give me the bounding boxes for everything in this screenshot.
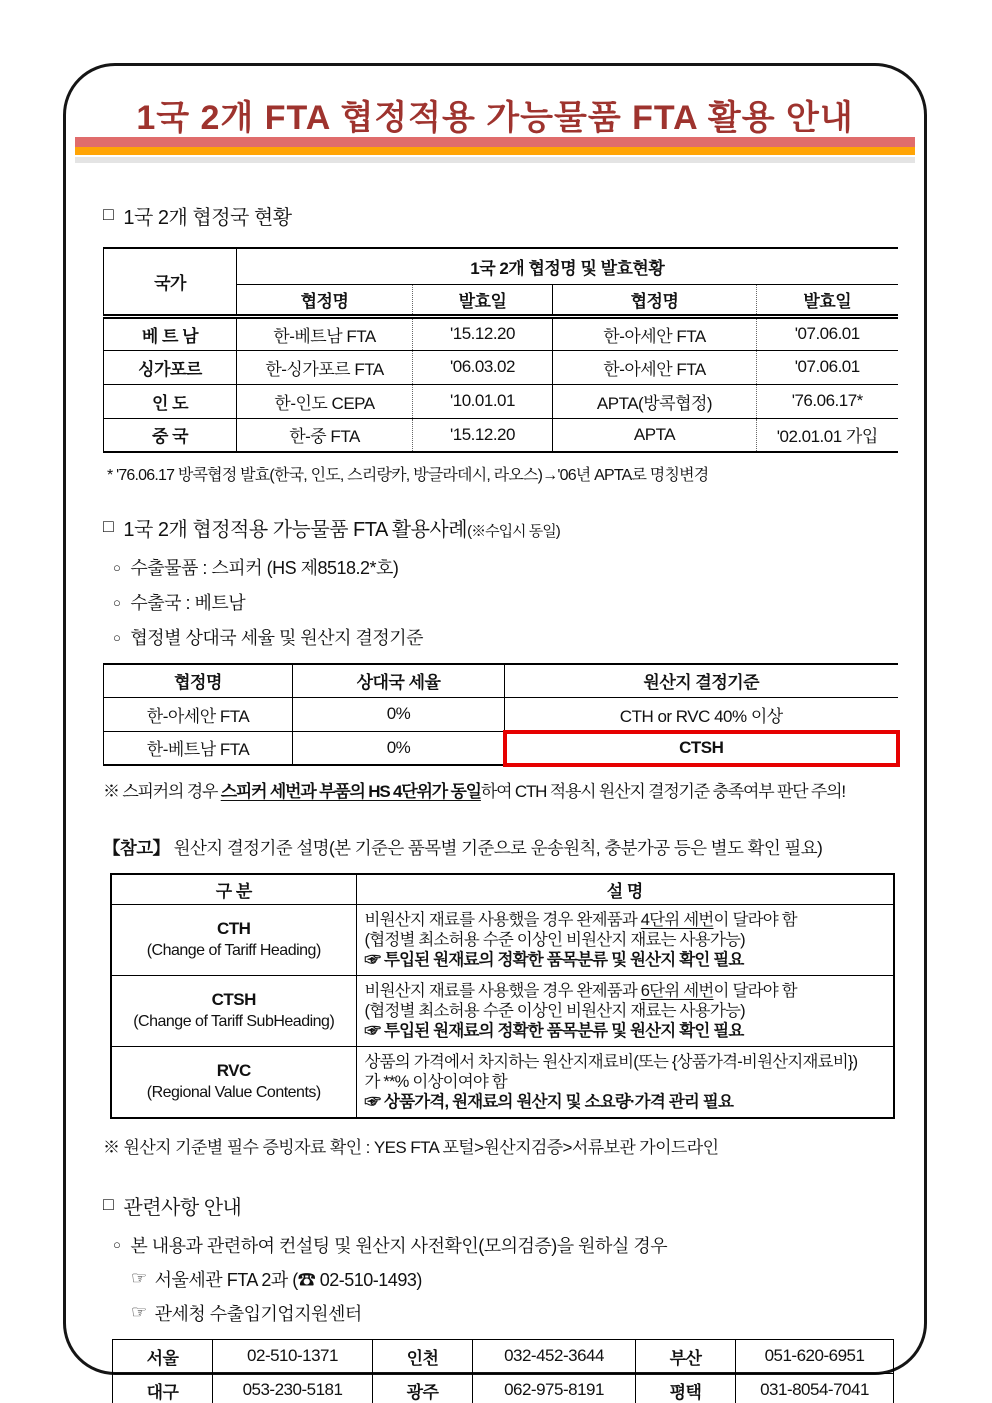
- cell-date-1: '10.01.01: [413, 384, 553, 418]
- cell-country: 싱가포르: [104, 350, 237, 384]
- line1-suffix: 이 달라야 함: [713, 981, 797, 1000]
- line1-underlined: 4단위 세번: [640, 910, 714, 929]
- cell-city: 부산: [636, 1339, 736, 1373]
- cell-city: 대구: [113, 1373, 213, 1403]
- cell-date-2: '07.06.01: [757, 350, 898, 384]
- code-name: CTSH: [211, 990, 256, 1009]
- table-row: [113, 1373, 894, 1403]
- cell-description: [356, 904, 894, 975]
- table-row: [111, 975, 894, 1046]
- table-row: [104, 418, 898, 452]
- list-item: [113, 589, 900, 615]
- circle-bullet-icon: ○: [113, 629, 121, 645]
- case-bullet-list: [103, 554, 900, 650]
- square-bullet-icon: □: [103, 204, 114, 224]
- description-line-1: [365, 981, 886, 1001]
- note-suffix: 하여 CTH 적용시 원산지 결정기준 충족여부 판단 주의!: [480, 782, 845, 801]
- cell-country: 인 도: [104, 384, 237, 418]
- header-span: 1국 2개 협정명 및 발효현황: [237, 248, 898, 284]
- page-title: 1국 2개 FTA 협정적용 가능물품 FTA 활용 안내: [136, 99, 854, 137]
- reference-heading: [103, 835, 900, 860]
- description-line-3: ☞ 상품가격, 원재료의 원산지 및 소요량·가격 관리 필요: [364, 1092, 734, 1111]
- subheader-date-1: 발효일: [413, 284, 553, 316]
- finger-icon: ☞: [131, 1302, 147, 1322]
- description-line-1: [365, 1052, 886, 1072]
- line1-prefix: 비원산지 재료를 사용했을 경우 완제품과: [364, 910, 641, 929]
- cell-origin-rule-highlighted: [505, 731, 898, 765]
- cell-date-2: '07.06.01: [757, 316, 898, 350]
- table-row: [104, 316, 898, 350]
- section2-heading: [103, 513, 900, 542]
- header-rate: 상대국 세율: [293, 664, 505, 697]
- line1-prefix: 상품의 가격에서 차지하는 원산지재료비(또는 {상품가격-비원산지재료비}): [364, 1052, 858, 1071]
- orange-bar: [75, 147, 915, 155]
- section2-heading-label: [123, 513, 559, 542]
- table-row: [104, 697, 898, 731]
- cell-agreement: 한-베트남 FTA: [104, 731, 293, 765]
- cell-city: 광주: [373, 1373, 473, 1403]
- red-bar: [75, 137, 915, 147]
- cell-code: [111, 1046, 356, 1118]
- cell-city: 인천: [373, 1339, 473, 1373]
- line1-underlined: 6단위 세번: [640, 981, 714, 1000]
- table-header-row: [104, 664, 898, 697]
- header-country: 국가: [104, 248, 237, 316]
- contact-text: 관세청 수출입기업지원센터: [154, 1303, 362, 1324]
- agreement-status-table: [103, 247, 898, 453]
- cell-agreement: 한-아세안 FTA: [104, 697, 293, 731]
- tariff-rule-table: [103, 663, 898, 766]
- reference-heading-text: 원산지 결정기준 설명(본 기준은 품목별 기준으로 운송원칙, 충분가공 등은 별도 확인 필요): [169, 838, 823, 858]
- cell-date-2: '76.06.17*: [757, 384, 898, 418]
- cell-rate: 0%: [293, 697, 505, 731]
- cell-date-1: '06.03.02: [413, 350, 553, 384]
- code-full-name: (Change of Tariff SubHeading): [133, 1013, 335, 1030]
- related-info-list: [103, 1232, 900, 1326]
- cell-date-1: '15.12.20: [413, 316, 553, 350]
- list-item: [113, 624, 900, 650]
- table-header-row: [111, 874, 894, 904]
- code-name: RVC: [216, 1061, 251, 1080]
- cell-country: 중 국: [104, 418, 237, 452]
- section3-heading-label: 관련사항 안내: [123, 1196, 242, 1219]
- table-row: [104, 384, 898, 418]
- description-line-2: (협정별 최소허용 수준 이상인 비원산지 재료는 사용가능): [364, 1001, 745, 1020]
- code-full-name: (Change of Tariff Heading): [146, 942, 321, 959]
- cell-agreement-2: 한-아세안 FTA: [553, 316, 757, 350]
- section3-heading: [103, 1191, 900, 1220]
- note-prefix: ※ 스피커의 경우: [103, 782, 221, 801]
- section1-heading-label: 1국 2개 협정국 현황: [123, 207, 292, 229]
- section1-heading: [103, 201, 900, 230]
- cell-agreement-2: APTA: [553, 418, 757, 452]
- contact-line: [131, 1266, 900, 1292]
- cell-city: 평택: [636, 1373, 736, 1403]
- cell-country: 베 트 남: [141, 326, 199, 346]
- circle-bullet-icon: ○: [113, 594, 121, 610]
- code-full-name: (Regional Value Contents): [146, 1084, 321, 1101]
- section2-heading-note: (※수입시 동일): [467, 523, 560, 540]
- subheader-date-2: 발효일: [757, 284, 898, 316]
- header-origin-rule: 원산지 결정기준: [505, 664, 898, 697]
- cell-phone: 02-510-1371: [213, 1339, 373, 1373]
- cell-phone: 031-8054-7041: [736, 1373, 894, 1403]
- finger-icon: ☞: [131, 1268, 147, 1288]
- description-line-2: (협정별 최소허용 수준 이상인 비원산지 재료는 사용가능): [364, 930, 745, 949]
- cell-phone: 051-620-6951: [736, 1339, 894, 1373]
- phone-directory-table: [112, 1339, 894, 1403]
- origin-criteria-table: [110, 873, 895, 1119]
- evidence-guideline-note: ※ 원산지 기준별 필수 증빙자료 확인 : YES FTA 포털>원산지검증>서류보관 가이드라인: [103, 1137, 719, 1157]
- cell-code: [111, 975, 356, 1046]
- bullet-text: 본 내용과 관련하여 컨설팅 및 원산지 사전확인(모의검증)을 원하실 경우: [130, 1235, 668, 1256]
- cell-origin-rule: CTH or RVC 40% 이상: [505, 697, 898, 731]
- document-border-frame: [63, 63, 927, 1402]
- contact-text: 서울세관 FTA 2과 (☎ 02-510-1493): [154, 1269, 422, 1290]
- cell-agreement-1: 한-싱가포르 FTA: [237, 350, 413, 384]
- circle-bullet-icon: ○: [113, 559, 121, 575]
- contact-line: [131, 1300, 900, 1326]
- header-description: 설 명: [356, 874, 894, 904]
- cell-date-1: '15.12.20: [413, 418, 553, 452]
- cell-agreement-1: 한-베트남 FTA: [237, 316, 413, 350]
- bullet-text: 수출국 : 베트남: [130, 593, 246, 613]
- table-row: [113, 1339, 894, 1373]
- speaker-warning-note: [103, 777, 900, 802]
- contact-lines: [113, 1266, 900, 1326]
- table-footnote: * '76.06.17 방콕협정 발효(한국, 인도, 스리랑카, 방글라데시, 라오스)→'06년 APTA로 명칭변경: [107, 467, 709, 484]
- cell-phone: 062-975-8191: [473, 1373, 636, 1403]
- cell-agreement-1: 한-중 FTA: [237, 418, 413, 452]
- highlighted-rule-text: CTSH: [679, 737, 724, 757]
- header-agreement: 협정명: [174, 673, 222, 693]
- cell-rate: 0%: [293, 731, 505, 765]
- description-line-3: ☞ 투입된 원재료의 정확한 품목분류 및 원산지 확인 필요: [364, 1021, 744, 1040]
- description-line-1: [365, 910, 886, 930]
- table-row: [111, 904, 894, 975]
- section2-heading-text: 1국 2개 협정적용 가능물품 FTA 활용사례: [123, 519, 468, 541]
- circle-bullet-icon: ○: [113, 1237, 121, 1252]
- cell-agreement-2: 한-아세안 FTA: [553, 350, 757, 384]
- table-header-row: [104, 248, 898, 284]
- cell-description: [356, 1046, 894, 1118]
- reference-label: 【참고】: [103, 838, 170, 858]
- cell-date-2: '02.01.01 가입: [757, 418, 898, 452]
- line1-suffix: 이 달라야 함: [713, 910, 797, 929]
- header-category: 구 분: [111, 874, 356, 904]
- cell-agreement-2: APTA(방콕협정): [553, 384, 757, 418]
- table-row: [104, 731, 898, 765]
- bullet-text: 수출물품 : 스피커 (HS 제8518.2*호): [130, 558, 399, 578]
- gray-bar: [75, 157, 915, 163]
- cell-code: [111, 904, 356, 975]
- bullet-text: 협정별 상대국 세율 및 원산지 결정기준: [130, 628, 424, 648]
- square-bullet-icon: □: [103, 516, 114, 536]
- cell-phone: 053-230-5181: [213, 1373, 373, 1403]
- note-underlined: 스피커 세번과 부품의 HS 4단위가 동일: [220, 782, 481, 801]
- description-line-3: ☞ 투입된 원재료의 정확한 품목분류 및 원산지 확인 필요: [364, 950, 744, 969]
- table-row: [104, 350, 898, 384]
- line1-prefix: 비원산지 재료를 사용했을 경우 완제품과: [364, 981, 641, 1000]
- cell-agreement-1: 한-인도 CEPA: [237, 384, 413, 418]
- cell-phone: 032-452-3644: [473, 1339, 636, 1373]
- document-content: [103, 201, 900, 1403]
- cell-description: [356, 975, 894, 1046]
- cell-city: 서울: [113, 1339, 213, 1373]
- code-name: CTH: [217, 919, 251, 938]
- subheader-agreement-1: 협정명: [237, 284, 413, 316]
- table-row: [111, 1046, 894, 1118]
- list-item: [113, 1232, 900, 1258]
- list-item: [113, 554, 900, 580]
- square-bullet-icon: □: [103, 1193, 114, 1214]
- description-line-2: 가 **% 이상이여야 함: [364, 1072, 507, 1091]
- title-divider-bars: [75, 137, 915, 163]
- subheader-agreement-2: 협정명: [553, 284, 757, 316]
